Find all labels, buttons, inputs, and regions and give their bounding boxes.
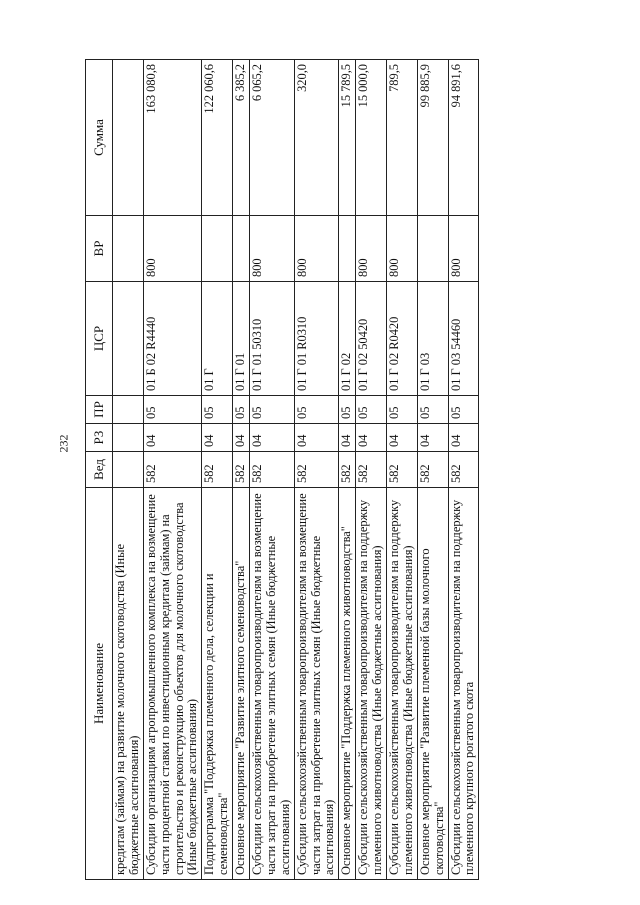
row-rz (113, 424, 144, 452)
row-ved: 582 (417, 452, 448, 488)
row-rz: 04 (387, 424, 418, 452)
row-rz: 04 (417, 424, 448, 452)
row-pr: 05 (143, 396, 202, 424)
row-vr (233, 216, 250, 282)
row-rz: 04 (233, 424, 250, 452)
header-csr: ЦСР (86, 282, 113, 396)
row-ved: 582 (356, 452, 387, 488)
table-row (387, 60, 418, 880)
row-sum: 6 065,2 (250, 60, 295, 216)
row-ved: 582 (339, 452, 356, 488)
row-vr (113, 216, 144, 282)
row-vr: 800 (294, 216, 339, 282)
table-row (417, 60, 448, 880)
table-row (202, 60, 233, 880)
row-vr: 800 (448, 216, 479, 282)
row-pr: 05 (387, 396, 418, 424)
row-name: Субсидии сельскохозяйственным товаропроизводителям на поддержку племенного животноводства (Иные бюджетные ассигнования) (356, 488, 387, 880)
row-sum (113, 60, 144, 216)
row-name: Субсидии сельскохозяйственным товаропроизводителям на поддержку племенного крупного рогатого скота (448, 488, 479, 880)
row-ved (113, 452, 144, 488)
row-pr: 05 (356, 396, 387, 424)
table-row (143, 60, 202, 880)
row-sum: 789,5 (387, 60, 418, 216)
row-pr: 05 (233, 396, 250, 424)
row-name: Основное мероприятие "Развитие элитного семеноводства" (233, 488, 250, 880)
header-vr: ВР (86, 216, 113, 282)
row-vr: 800 (387, 216, 418, 282)
table-row (339, 60, 356, 880)
row-pr (113, 396, 144, 424)
row-vr (202, 216, 233, 282)
row-csr: 01 Г 01 R0310 (294, 282, 339, 396)
row-ved: 582 (294, 452, 339, 488)
row-vr: 800 (356, 216, 387, 282)
row-rz: 04 (448, 424, 479, 452)
table-row (448, 60, 479, 880)
row-ved: 582 (202, 452, 233, 488)
budget-table (85, 59, 479, 880)
row-pr: 05 (294, 396, 339, 424)
row-sum: 163 080,8 (143, 60, 202, 216)
row-csr: 01 Г 01 50310 (250, 282, 295, 396)
row-csr: 01 Г 01 (233, 282, 250, 396)
row-sum: 122 060,6 (202, 60, 233, 216)
row-ved: 582 (387, 452, 418, 488)
row-ved: 582 (448, 452, 479, 488)
row-name: Основное мероприятие "Поддержка племенного животноводства" (339, 488, 356, 880)
table-header-row (86, 60, 113, 880)
table-row (250, 60, 295, 880)
row-csr: 01 Б 02 R4440 (143, 282, 202, 396)
row-name: Субсидии сельскохозяйственным товаропроизводителям на возмещение части затрат на приобретение элитных семян (Иные бюджетные ассигнования) (294, 488, 339, 880)
row-pr: 05 (448, 396, 479, 424)
row-name: Субсидии сельскохозяйственным товаропроизводителям на поддержку племенного животноводства (Иные бюджетные ассигнования) (387, 488, 418, 880)
row-pr: 05 (202, 396, 233, 424)
row-sum: 15 000,0 (356, 60, 387, 216)
row-sum: 94 891,6 (448, 60, 479, 216)
row-csr: 01 Г 03 (417, 282, 448, 396)
row-csr: 01 Г 03 54460 (448, 282, 479, 396)
header-sum: Сумма (86, 60, 113, 216)
row-rz: 04 (143, 424, 202, 452)
row-name: Подпрограмма "Поддержка племенного дела, селекции и семеноводства" (202, 488, 233, 880)
row-name: Субсидии организациям агропромышленного комплекса на возмещение части процентной ставки по инвестиционным кредитам (займам) на строительство и реконструкцию объектов для молочного скотоводства (Иные бюджетные ассигнования) (143, 488, 202, 880)
header-ved: Вед (86, 452, 113, 488)
row-pr: 05 (250, 396, 295, 424)
page-number: 232 (56, 434, 71, 453)
row-csr: 01 Г (202, 282, 233, 396)
table-row (233, 60, 250, 880)
row-csr: 01 Г 02 50420 (356, 282, 387, 396)
row-csr (113, 282, 144, 396)
row-sum: 99 885,9 (417, 60, 448, 216)
rotated-page-content (85, 60, 615, 880)
table-row (356, 60, 387, 880)
row-ved: 582 (143, 452, 202, 488)
row-csr: 01 Г 02 R0420 (387, 282, 418, 396)
row-ved: 582 (233, 452, 250, 488)
row-rz: 04 (294, 424, 339, 452)
row-name: кредитам (займам) на развитие молочного скотоводства (Иные бюджетные ассигнования) (113, 488, 144, 880)
table-row (294, 60, 339, 880)
row-rz: 04 (356, 424, 387, 452)
row-vr (417, 216, 448, 282)
header-pr: ПР (86, 396, 113, 424)
row-vr (339, 216, 356, 282)
row-sum: 6 385,2 (233, 60, 250, 216)
row-rz: 04 (202, 424, 233, 452)
row-rz: 04 (250, 424, 295, 452)
row-name: Субсидии сельскохозяйственным товаропроизводителям на возмещение части затрат на приобретение элитных семян (Иные бюджетные ассигнования) (250, 488, 295, 880)
row-csr: 01 Г 02 (339, 282, 356, 396)
row-vr: 800 (250, 216, 295, 282)
row-rz: 04 (339, 424, 356, 452)
row-sum: 320,0 (294, 60, 339, 216)
row-pr: 05 (417, 396, 448, 424)
row-vr: 800 (143, 216, 202, 282)
row-ved: 582 (250, 452, 295, 488)
header-name: Наименование (86, 488, 113, 880)
row-sum: 15 789,5 (339, 60, 356, 216)
table-row (113, 60, 144, 880)
row-pr: 05 (339, 396, 356, 424)
row-name: Основное мероприятие "Развитие племенной базы молочного скотоводства" (417, 488, 448, 880)
header-rz: РЗ (86, 424, 113, 452)
